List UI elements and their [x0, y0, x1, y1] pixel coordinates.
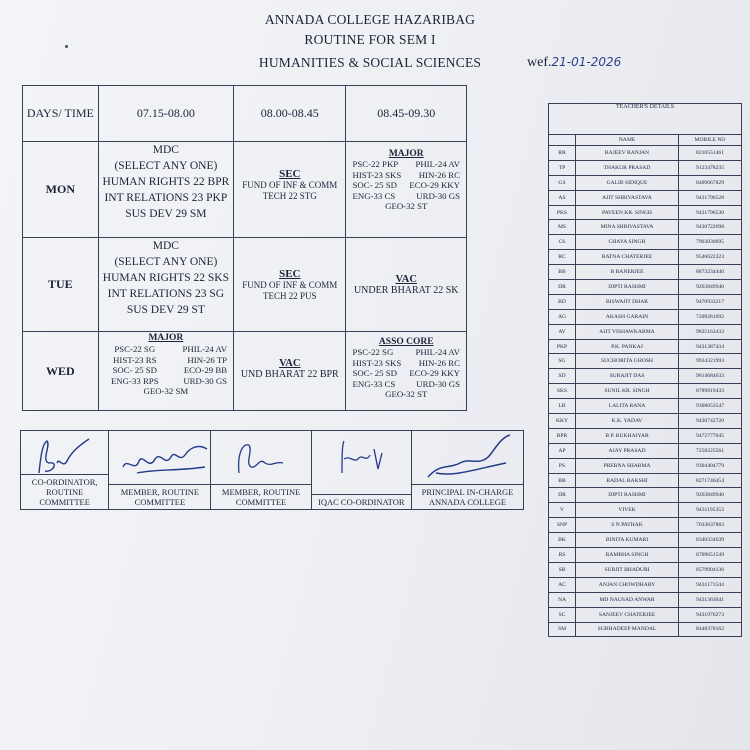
teacher-abbr: TP: [549, 160, 576, 175]
day-mon: MON: [23, 142, 99, 238]
table-row: [549, 160, 742, 175]
teacher-phone: 9431976273: [679, 607, 742, 622]
teacher-phone: 8210551461: [679, 146, 742, 161]
table-row: [549, 428, 742, 443]
teacher-abbr: BB: [549, 265, 576, 280]
signature-icon: [420, 433, 520, 488]
table-row: [549, 533, 742, 548]
teacher-name: SUBHADEEP MANDAL: [576, 622, 679, 637]
teacher-name: LALITA RANA: [576, 399, 679, 414]
teacher-name: SURJIT BHADURI: [576, 562, 679, 577]
teacher-name: SUCHORITA GHOSH: [576, 354, 679, 369]
teacher-phone: 7258225561: [679, 443, 742, 458]
teacher-abbr: LR: [549, 399, 576, 414]
teacher-abbr: SKS: [549, 384, 576, 399]
table-row: [549, 562, 742, 577]
teacher-abbr: RC: [549, 250, 576, 265]
teacher-abbr: KKY: [549, 414, 576, 429]
table-row: [549, 235, 742, 250]
mon-slot1: MDC (SELECT ANY ONE) HUMAN RIGHTS 22 BPR INT RELATIONS 23 PKP SUS DEV 29 SM: [98, 142, 233, 238]
teacher-abbr: SM: [549, 622, 576, 637]
wed-slot3: ASSO CORE PSC-22 SG PHIL-24 AV HIST-23 SKS HIN-26 RC SOC- 25 SD ECO-29 KKY ENG-33 CS URD-30 GS GEO-32 ST: [346, 332, 467, 411]
effective-date: wef.21-01-2026: [527, 55, 622, 70]
table-row: [549, 220, 742, 235]
table-row: [549, 190, 742, 205]
teacher-abbr: BPR: [549, 428, 576, 443]
teacher-name: CHAYA SINGH: [576, 235, 679, 250]
day-tue: TUE: [23, 238, 99, 332]
table-row: [549, 324, 742, 339]
teacher-phone: 9430742720: [679, 414, 742, 429]
ink-mark: [65, 45, 68, 48]
wed-slot1: MAJOR PSC-22 SG PHIL-24 AV HIST-23 RS HIN-26 TP SOC- 25 SD ECO-29 BB ENG-33 RPS URD-30 GS GEO-32 SM: [98, 332, 233, 411]
table-row: [549, 518, 742, 533]
teacher-name: THAKUR PRASAD: [576, 160, 679, 175]
table-row: [549, 414, 742, 429]
teacher-abbr: DR: [549, 280, 576, 295]
teacher-abbr: NA: [549, 592, 576, 607]
table-row-tue: [23, 238, 467, 332]
teachers-table: TEACHER'S DETAILS NAME MOBILE NO RR RAJEEV RANJAN 8210551461 TP THAKUR PRASAD 9123478235 GS GALIB SIDIQUE 8409667829 AS AJIT SHRIVASTAVA 9431796528 PKS PAVEEN KR. SINGH 9431796530 MS MINA SHRIVASTAVA 9430722698 CS CHAYA SINGH 7903030695 RC RATNA CHATERJEE 9546622323 BB B BANERJEE 8873234446 DR DIPTI RASHMI 9263849940 BD BISWAJIT DHAR 9470933217 AG AKASH GARAIN 7209281692 AV AJIT VISHAWKARMA 9835163433 PKP P.K. PANKAJ 9431387434 SG SUCHORITA GHOSH 9934321993 SD SURAJIT DAS 9614684633 SKS SUNIL KR. SINGH 8789819433 LR LALITA RANA 9308053547 KKY K.K. YADAV 9430742720 BPR B P. RUKHAIYAR 9472777045 AP AJAY PRASAD 7258225561 PS PRERNA SHARMA 9304404779 BR BADAL RAKSHI 8271746454 DR DIPTI RASHMI 9263849940 V VIVEK 9431195353 SNP S N PATHAK 7033637883 BK BINITA KUMARI 8340334639 RS RAMBHA SINGH 8709651549 SB SURJIT BHADURI 8579904136 AC ANJAN CHOWDHARY 9431171544 NA MD NAUSAD ANWAR 9431363041 SC SANJEEV CHATERJEE 9431976273 SM SUBHADEEP MANDAL 8448370162: [548, 103, 742, 637]
teacher-phone: 8873234446: [679, 265, 742, 280]
teacher-name: SUNIL KR. SINGH: [576, 384, 679, 399]
teacher-abbr: SG: [549, 354, 576, 369]
teacher-abbr: AV: [549, 324, 576, 339]
table-row: [549, 592, 742, 607]
tue-slot2: SEC FUND OF INF & COMM TECH 22 PUS: [234, 238, 346, 332]
teacher-abbr: RS: [549, 548, 576, 563]
teacher-name: B P. RUKHAIYAR: [576, 428, 679, 443]
table-row: [549, 488, 742, 503]
teachers-title: TEACHER'S DETAILS: [549, 104, 742, 135]
signature-icon: [320, 433, 400, 483]
teacher-abbr: PKP: [549, 339, 576, 354]
table-row: [549, 354, 742, 369]
teacher-name: BINITA KUMARI: [576, 533, 679, 548]
table-row-mon: [23, 142, 467, 238]
teacher-abbr: DR: [549, 488, 576, 503]
department-title: HUMANITIES & SOCIAL SCIENCES: [258, 55, 482, 70]
teacher-name: RATNA CHATERJEE: [576, 250, 679, 265]
routine-title: ROUTINE FOR SEM I: [304, 32, 436, 47]
teacher-phone: 9263849940: [679, 280, 742, 295]
teacher-phone: 8340334639: [679, 533, 742, 548]
teacher-name: GALIB SIDIQUE: [576, 175, 679, 190]
teacher-abbr: RR: [549, 146, 576, 161]
teacher-name: VIVEK: [576, 503, 679, 518]
signature-iqac: IQAC CO-ORDINATOR: [312, 431, 412, 509]
teacher-phone: 8579904136: [679, 562, 742, 577]
table-row-wed: [23, 332, 467, 411]
table-row: [549, 607, 742, 622]
table-row: [549, 265, 742, 280]
tue-slot1: MDC (SELECT ANY ONE) HUMAN RIGHTS 22 SKS INT RELATIONS 23 SG SUS DEV 29 ST: [98, 238, 233, 332]
teacher-phone: 9470933217: [679, 294, 742, 309]
wed-slot2: VAC UND BHARAT 22 BPR: [234, 332, 346, 411]
teacher-name: PAVEEN KR. SINGH: [576, 205, 679, 220]
teacher-phone: 8409667829: [679, 175, 742, 190]
teacher-abbr: BK: [549, 533, 576, 548]
mon-slot2: SEC FUND OF INF & COMM TECH 22 STG: [234, 142, 346, 238]
teacher-abbr: V: [549, 503, 576, 518]
teacher-phone: 9546622323: [679, 250, 742, 265]
signature-icon: [117, 433, 212, 483]
teacher-phone: 8789819433: [679, 384, 742, 399]
header-slot-2: 08.00-08.45: [234, 86, 346, 142]
teacher-name: RAMBHA SINGH: [576, 548, 679, 563]
header-slot-3: 08.45-09.30: [346, 86, 467, 142]
day-wed: WED: [23, 332, 99, 411]
teacher-phone: 9431796530: [679, 205, 742, 220]
table-row: [549, 294, 742, 309]
teacher-name: P.K. PANKAJ: [576, 339, 679, 354]
teacher-name: BISWAJIT DHAR: [576, 294, 679, 309]
teacher-abbr: AP: [549, 443, 576, 458]
table-row: [549, 548, 742, 563]
teacher-phone: 8271746454: [679, 473, 742, 488]
teacher-abbr: AS: [549, 190, 576, 205]
header-slot-1: 07.15-08.00: [98, 86, 233, 142]
teacher-phone: 9614684633: [679, 369, 742, 384]
teacher-abbr: PS: [549, 458, 576, 473]
table-row: [549, 458, 742, 473]
mon-slot3: MAJOR PSC-22 PKP PHIL-24 AV HIST-23 SKS HIN-26 RC SOC- 25 SD ECO-29 KKY ENG-33 CS URD-30 GS GEO-32 ST: [346, 142, 467, 238]
teacher-abbr: CS: [549, 235, 576, 250]
table-row: [549, 384, 742, 399]
teacher-phone: 9472777045: [679, 428, 742, 443]
teacher-name: AJIT VISHAWKARMA: [576, 324, 679, 339]
signature-block: [20, 430, 524, 510]
teacher-phone: 9431363041: [679, 592, 742, 607]
teacher-name: BADAL RAKSHI: [576, 473, 679, 488]
teacher-abbr: SD: [549, 369, 576, 384]
table-row: [549, 622, 742, 637]
teacher-phone: 7033637883: [679, 518, 742, 533]
teacher-phone: 7903030695: [679, 235, 742, 250]
teacher-phone: 9123478235: [679, 160, 742, 175]
teacher-phone: 9263849940: [679, 488, 742, 503]
teacher-abbr: MS: [549, 220, 576, 235]
signature-icon: [219, 433, 299, 483]
table-row: [549, 577, 742, 592]
teacher-phone: 9835163433: [679, 324, 742, 339]
teacher-name: K.K. YADAV: [576, 414, 679, 429]
table-row: [549, 205, 742, 220]
teacher-abbr: BR: [549, 473, 576, 488]
table-row: [549, 280, 742, 295]
table-row: [549, 339, 742, 354]
table-row: [549, 369, 742, 384]
teacher-name: AKASH GARAIN: [576, 309, 679, 324]
table-row: [549, 503, 742, 518]
signature-coordinator: CO-ORDINATOR, ROUTINE COMMITTEE: [21, 431, 109, 509]
signature-principal: PRINCIPAL IN-CHARGE ANNADA COLLEGE: [412, 431, 523, 509]
teacher-name: B BANERJEE: [576, 265, 679, 280]
teacher-name: DIPTI RASHMI: [576, 280, 679, 295]
table-row: [549, 399, 742, 414]
teacher-abbr: SB: [549, 562, 576, 577]
teacher-phone: 9308053547: [679, 399, 742, 414]
college-name: ANNADA COLLEGE HAZARIBAG: [264, 12, 476, 27]
signature-member-1: MEMBER, ROUTINE COMMITTEE: [109, 431, 211, 509]
teacher-phone: 9430722698: [679, 220, 742, 235]
teacher-phone: 9431171544: [679, 577, 742, 592]
table-row: [549, 473, 742, 488]
teacher-phone: 9431195353: [679, 503, 742, 518]
teacher-name: AJIT SHRIVASTAVA: [576, 190, 679, 205]
table-row: [549, 443, 742, 458]
header-days-time: DAYS/ TIME: [23, 86, 99, 142]
table-row: [549, 250, 742, 265]
teacher-phone: 9304404779: [679, 458, 742, 473]
table-row: [549, 175, 742, 190]
teacher-abbr: GS: [549, 175, 576, 190]
teacher-name: S N PATHAK: [576, 518, 679, 533]
teacher-name: SANJEEV CHATERJEE: [576, 607, 679, 622]
teacher-name: PRERNA SHARMA: [576, 458, 679, 473]
teacher-name: ANJAN CHOWDHARY: [576, 577, 679, 592]
teacher-name: MINA SHRIVASTAVA: [576, 220, 679, 235]
teacher-abbr: SC: [549, 607, 576, 622]
teacher-abbr: AC: [549, 577, 576, 592]
teacher-name: SURAJIT DAS: [576, 369, 679, 384]
teacher-abbr: PKS: [549, 205, 576, 220]
table-row: [549, 309, 742, 324]
signature-member-2: MEMBER, ROUTINE COMMITTEE: [211, 431, 311, 509]
teacher-abbr: BD: [549, 294, 576, 309]
teacher-phone: 7209281692: [679, 309, 742, 324]
teacher-abbr: SNP: [549, 518, 576, 533]
teacher-name: AJAY PRASAD: [576, 443, 679, 458]
teacher-phone: 9431387434: [679, 339, 742, 354]
teacher-name: RAJEEV RANJAN: [576, 146, 679, 161]
table-row: [549, 146, 742, 161]
routine-table: [22, 85, 467, 411]
teacher-phone: 9431796528: [679, 190, 742, 205]
tue-slot3: VAC UNDER BHARAT 22 SK: [346, 238, 467, 332]
teacher-phone: 9934321993: [679, 354, 742, 369]
teacher-name: MD NAUSAD ANWAR: [576, 592, 679, 607]
teacher-phone: 8709651549: [679, 548, 742, 563]
teacher-name: DIPTI RASHMI: [576, 488, 679, 503]
teacher-phone: 8448370162: [679, 622, 742, 637]
teacher-abbr: AG: [549, 309, 576, 324]
